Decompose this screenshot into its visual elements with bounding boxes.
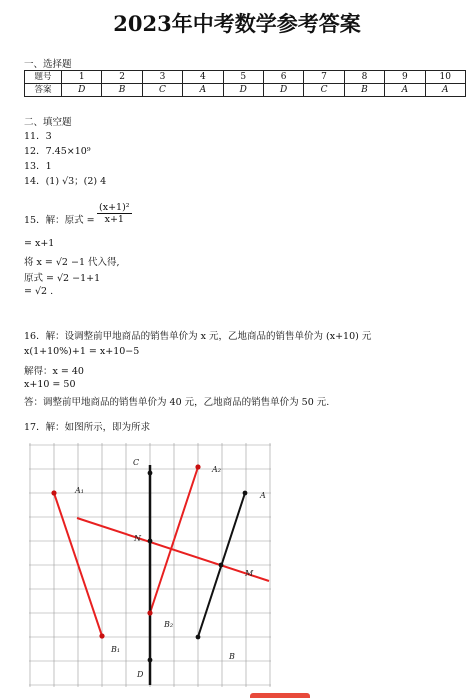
fraction-numerator: (x+1)² — [99, 202, 130, 213]
solution-line: = √2 . — [24, 286, 54, 297]
point-b1 — [99, 633, 104, 638]
fraction — [97, 202, 132, 225]
point-b2 — [147, 610, 152, 615]
table-cell: C — [304, 84, 344, 97]
geometry-figure — [29, 443, 271, 687]
label-c: C — [133, 458, 140, 467]
line-mn — [77, 518, 269, 581]
bottom-tab-bar[interactable] — [250, 693, 310, 698]
solution-line: 解得：x = 40 — [24, 366, 84, 377]
table-cell: 8 — [344, 71, 384, 84]
label-a1: A₁ — [75, 486, 84, 495]
page-title: 2023年中考数学参考答案 — [113, 11, 361, 36]
label-d: D — [137, 670, 144, 679]
label-b1: B₁ — [111, 645, 121, 654]
table-cell: 1 — [62, 71, 102, 84]
table-cell: 9 — [385, 71, 425, 84]
row-label: 题号 — [25, 71, 62, 84]
row-label: 答案 — [25, 84, 62, 97]
label-b2: B₂ — [164, 620, 174, 629]
answer-line: 12．7.45×10⁹ — [24, 146, 91, 157]
point-a1 — [51, 490, 56, 495]
label-n: N — [134, 534, 141, 543]
solution-line: x+10 = 50 — [24, 379, 76, 390]
table-cell: A — [425, 84, 465, 97]
answer-line: 11．3 — [24, 131, 52, 142]
point-m — [219, 563, 224, 568]
label-m: M — [245, 569, 254, 578]
table-cell: 2 — [102, 71, 142, 84]
answer-line: 13．1 — [24, 161, 52, 172]
geometry-grid-svg — [29, 443, 271, 687]
fraction-denominator: x+1 — [104, 214, 124, 225]
solution-line: x(1+10%)+1 = x+10−5 — [24, 346, 140, 357]
table-cell: D — [223, 84, 263, 97]
answer-line: 14．(1) √3；(2) 4 — [24, 176, 107, 187]
table-cell: 6 — [263, 71, 303, 84]
table-cell: D — [62, 84, 102, 97]
solution-line: = x+1 — [24, 238, 55, 249]
solution-line: 答：调整前甲地商品的销售单价为 40 元，乙地商品的销售单价为 50 元. — [24, 397, 330, 408]
table-cell: B — [102, 84, 142, 97]
table-row — [25, 71, 466, 84]
point-n — [148, 539, 153, 544]
label-b: B — [229, 652, 235, 661]
table-cell: 7 — [304, 71, 344, 84]
table-cell: B — [344, 84, 384, 97]
table-cell: C — [142, 84, 182, 97]
table-row — [25, 84, 466, 97]
point-b — [196, 635, 201, 640]
table-cell: D — [263, 84, 303, 97]
table-cell: A — [385, 84, 425, 97]
label-a2: A₂ — [212, 465, 221, 474]
solution-line: 16．解：设调整前甲地商品的销售单价为 x 元，乙地商品的销售单价为 (x+10) 元 — [24, 331, 372, 342]
solution-line: 17．解：如图所示，即为所求 — [24, 422, 151, 433]
label-a: A — [260, 491, 266, 500]
point-d — [148, 658, 153, 663]
point-a2 — [195, 464, 200, 469]
table-cell: 3 — [142, 71, 182, 84]
point-c — [148, 471, 153, 476]
table-cell: A — [183, 84, 223, 97]
solution-line: 将 x = √2 −1 代入得, — [24, 257, 120, 268]
table-cell: 10 — [425, 71, 465, 84]
point-a — [243, 491, 248, 496]
solution-lead: 15．解：原式 = — [24, 215, 95, 226]
table-cell: 5 — [223, 71, 263, 84]
solution-line: 原式 = √2 −1+1 — [24, 273, 101, 284]
section-heading-fill: 二、填空题 — [24, 117, 72, 128]
answer-table — [24, 70, 466, 97]
section-heading-choice: 一、选择题 — [24, 59, 72, 70]
table-cell: 4 — [183, 71, 223, 84]
